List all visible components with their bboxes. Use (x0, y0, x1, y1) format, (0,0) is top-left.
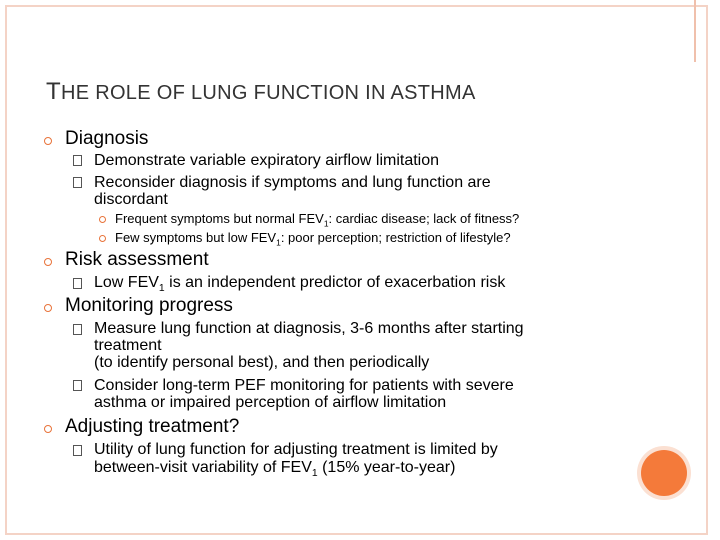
sub-list-item: Few symptoms but low $FEV_1$: poor perception; restriction of lifestyle? (115, 230, 511, 248)
list-item: Low $FEV_1$ is an independent predictor of exacerbation risk (94, 274, 506, 295)
bullet-icon (44, 258, 52, 266)
list-item: Consider long-term PEF monitoring for patients with severe (94, 377, 514, 394)
sub-list-item: Frequent symptoms but normal $FEV_1$: cardiac disease; lack of fitness? (115, 211, 520, 229)
decorative-circle (641, 450, 687, 496)
checkbox-bullet-icon (73, 155, 82, 166)
section-heading-monitoring: Monitoring progress (65, 295, 233, 316)
bullet-icon (44, 304, 52, 312)
list-item-continuation: discordant (94, 191, 168, 208)
section-heading-diagnosis: Diagnosis (65, 128, 149, 149)
checkbox-bullet-icon (73, 380, 82, 391)
decorative-line (694, 0, 696, 62)
section-heading-adjusting: Adjusting treatment? (65, 416, 240, 437)
section-heading-risk: Risk assessment (65, 249, 209, 270)
slide-title: THE ROLE OF LUNG FUNCTION IN ASTHMA (46, 78, 476, 105)
list-item: Reconsider diagnosis if symptoms and lung function are (94, 174, 491, 191)
list-item-continuation: between-visit variability of $FEV_1$ (15% year-to-year) (94, 459, 456, 480)
list-item-continuation: treatment (94, 337, 162, 354)
checkbox-bullet-icon (73, 278, 82, 289)
bullet-icon (99, 235, 106, 242)
checkbox-bullet-icon (73, 445, 82, 456)
list-item-continuation: (to identify personal best), and then periodically (94, 354, 430, 371)
checkbox-bullet-icon (73, 177, 82, 188)
bullet-icon (44, 425, 52, 433)
list-item-continuation: asthma or impaired perception of airflow limitation (94, 394, 447, 411)
checkbox-bullet-icon (73, 324, 82, 335)
list-item: Measure lung function at diagnosis, 3-6 months after starting (94, 320, 524, 337)
bullet-icon (99, 216, 106, 223)
list-item: Demonstrate variable expiratory airflow limitation (94, 152, 440, 169)
list-item: Utility of lung function for adjusting treatment is limited by (94, 441, 498, 458)
bullet-icon (44, 137, 52, 145)
